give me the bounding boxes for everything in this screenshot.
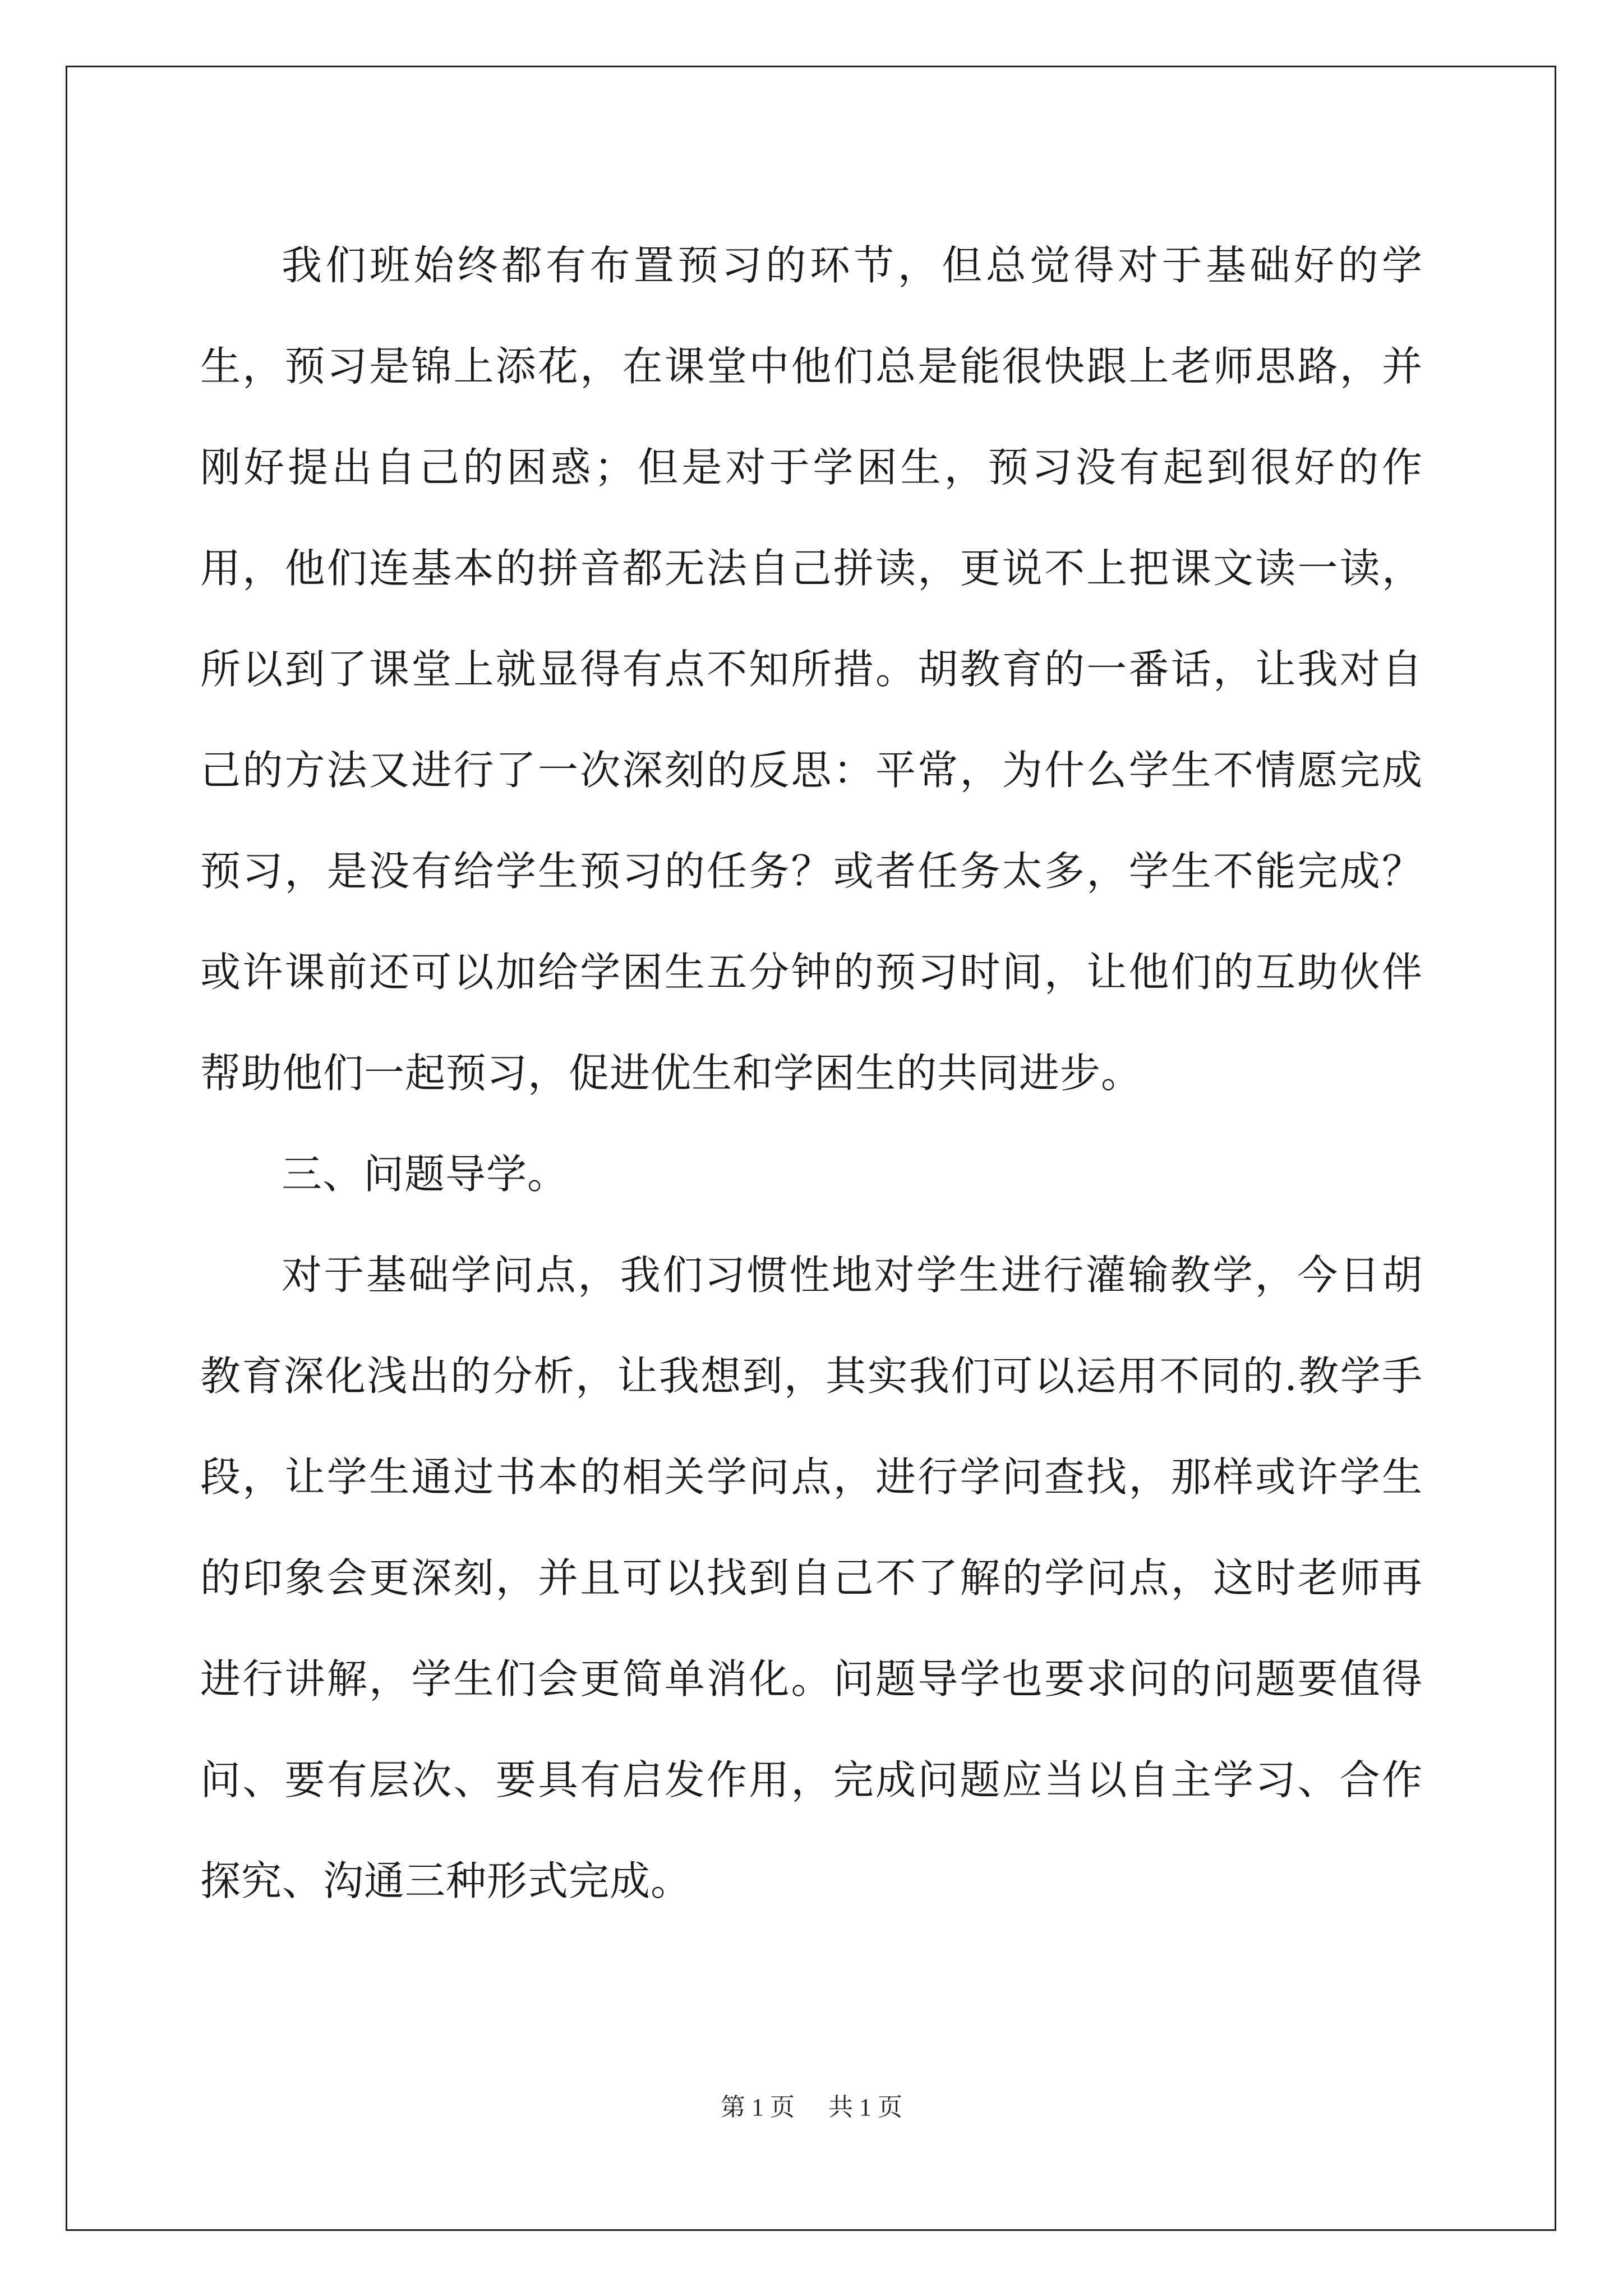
- document-body: [200, 215, 1423, 1931]
- page-number-current: 第 1 页: [721, 2093, 795, 2121]
- page-footer: [0, 2087, 1623, 2123]
- page-number-total: 共 1 页: [828, 2093, 902, 2121]
- paragraph-preview-reflection: 我们班始终都有布置预习的环节，但总觉得对于基础好的学生，预习是锦上添花，在课堂中他们总是能很快跟上老师思路，并刚好提出自己的困惑；但是对于学困生，预习没有起到很好的作用，他们连基本的拼音都无法自己拼读，更说不上把课文读一读，所以到了课堂上就显得有点不知所措。胡教育的一番话，让我对自己的方法又进行了一次深刻的反思：平常，为什么学生不情愿完成预习，是没有给学生预习的任务？或者任务太多，学生不能完成？或许课前还可以加给学困生五分钟的预习时间，让他们的互助伙伴帮助他们一起预习，促进优生和学困生的共同进步。: [200, 242, 1423, 1097]
- section-heading-problem-guided-learning: 三、问题导学。: [282, 1151, 569, 1198]
- paragraph-problem-guided-learning: 对于基础学问点，我们习惯性地对学生进行灌输教学，今日胡教育深化浅出的分析，让我想到，其实我们可以运用不同的.教学手段，让学生通过书本的相关学问点，进行学问查找，那样或许学生的印象会更深刻，并且可以找到自己不了解的学问点，这时老师再进行讲解，学生们会更简单消化。问题导学也要求问的问题要值得问、要有层次、要具有启发作用，完成问题应当以自主学习、合作探究、沟通三种形式完成。: [200, 1251, 1423, 1904]
